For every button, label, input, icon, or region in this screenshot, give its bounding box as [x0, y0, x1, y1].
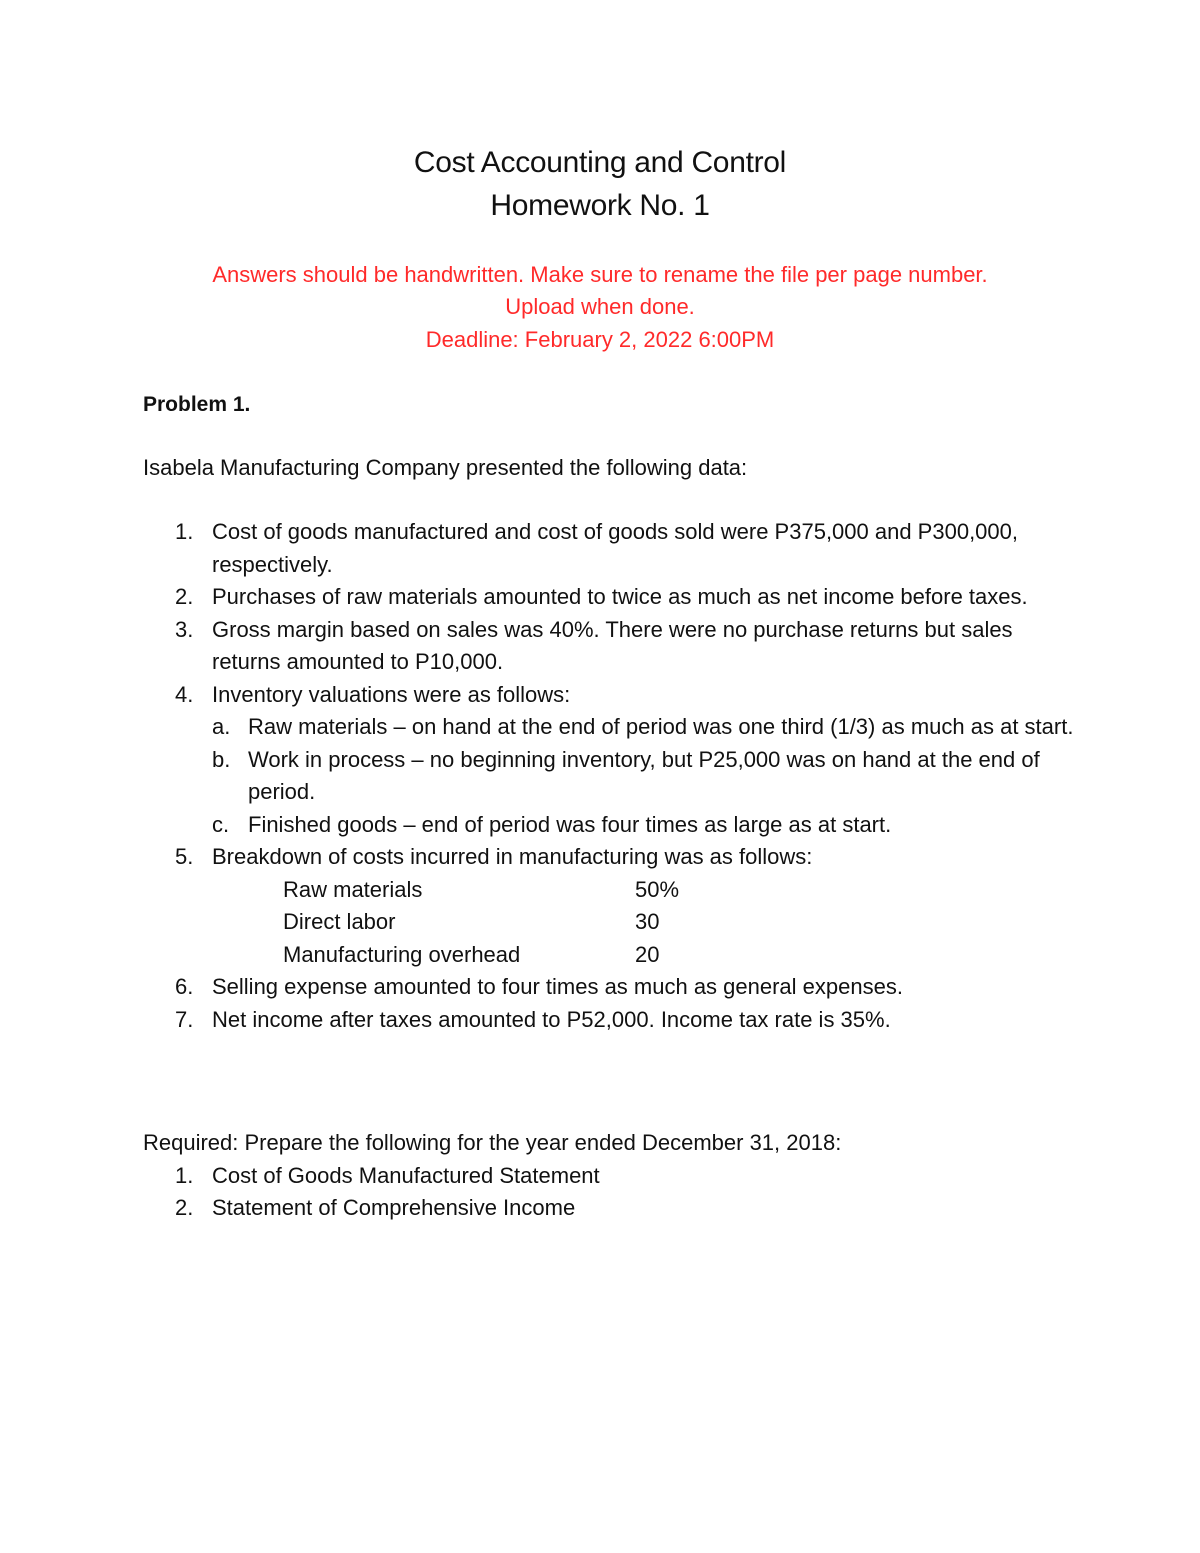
cost-breakdown-row	[283, 939, 883, 972]
list-item-number: 4.	[175, 681, 194, 707]
list-item-number: 2.	[175, 584, 194, 609]
list-item	[143, 679, 1083, 842]
required-section	[143, 1127, 1083, 1225]
list-item	[143, 971, 1083, 1004]
required-item-number: 2.	[175, 1195, 194, 1220]
sub-item-text: Finished goods – end of period was four times as large as at start.	[248, 811, 892, 837]
required-list	[143, 1160, 1083, 1225]
sub-item	[212, 809, 1083, 842]
notice-line-2: Upload when done.	[505, 294, 695, 319]
list-item-text: Inventory valuations were as follows:	[212, 681, 571, 707]
sub-item-text: Raw materials – on hand at the end of period was one third (1/3) as much as at start.	[248, 714, 1074, 739]
list-item-number: 7.	[175, 1006, 194, 1032]
list-item-number: 3.	[175, 616, 194, 642]
cost-breakdown-row	[283, 874, 883, 907]
list-item	[143, 1004, 1083, 1037]
cost-breakdown-row	[283, 906, 883, 939]
list-item	[143, 841, 1083, 971]
required-item	[143, 1160, 1083, 1193]
list-item-text: Gross margin based on sales was 40%. There were no purchase returns but sales returns amounted to P10,000.	[212, 616, 1013, 674]
cost-breakdown-value: 50%	[635, 876, 680, 902]
list-item-number: 6.	[175, 974, 194, 999]
cost-breakdown-label: Direct labor	[283, 909, 396, 934]
list-item-number: 5.	[175, 844, 194, 869]
cost-breakdown-value: 20	[635, 941, 660, 967]
sub-item-letter: c.	[212, 811, 230, 837]
required-text: Required: Prepare the following for the year ended December 31, 2018:	[143, 1130, 842, 1155]
document-subtitle: Homework No. 1	[490, 189, 710, 222]
cost-breakdown-value: 30	[635, 909, 660, 934]
problem-data-list	[143, 516, 1083, 1036]
list-item-text: Cost of goods manufactured and cost of goods sold were P375,000 and P300,000, respectively.	[212, 519, 1018, 577]
sub-item-text: Work in process – no beginning inventory, but P25,000 was on hand at the end of period.	[248, 746, 1040, 804]
cost-breakdown-table	[212, 874, 1083, 972]
list-item-text: Breakdown of costs incurred in manufacturing was as follows:	[212, 844, 813, 869]
list-item-text: Purchases of raw materials amounted to twice as much as net income before taxes.	[212, 584, 1028, 609]
list-item	[143, 581, 1083, 614]
required-item-number: 1.	[175, 1162, 194, 1188]
sub-item-letter: a.	[212, 714, 231, 739]
list-item-number: 1.	[175, 519, 194, 544]
sub-item-letter: b.	[212, 746, 231, 772]
cost-breakdown-label: Manufacturing overhead	[283, 941, 521, 967]
list-item	[143, 516, 1083, 581]
required-item-text: Cost of Goods Manufactured Statement	[212, 1162, 600, 1188]
deadline-notice: Deadline: February 2, 2022 6:00PM	[425, 327, 775, 352]
required-item-text: Statement of Comprehensive Income	[212, 1195, 576, 1220]
list-item-text: Net income after taxes amounted to P52,000. Income tax rate is 35%.	[212, 1006, 891, 1032]
list-item	[143, 614, 1083, 679]
cost-breakdown-label: Raw materials	[283, 876, 423, 902]
document-title: Cost Accounting and Control	[413, 146, 787, 179]
problem-intro: Isabela Manufacturing Company presented the following data:	[143, 455, 748, 480]
notice-line-1: Answers should be handwritten. Make sure to rename the file per page number.	[212, 262, 988, 287]
sub-item	[212, 744, 1083, 809]
required-item	[143, 1192, 1083, 1225]
problem-heading: Problem 1.	[143, 393, 251, 416]
list-item-text: Selling expense amounted to four times as much as general expenses.	[212, 974, 903, 999]
sub-item	[212, 711, 1083, 744]
